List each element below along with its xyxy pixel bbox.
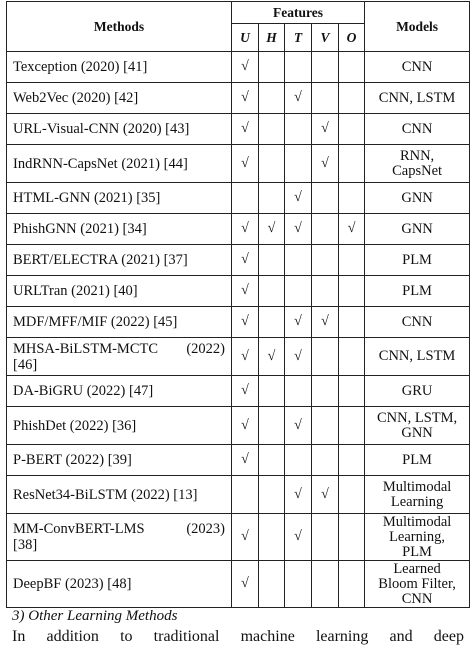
method-line: PhishDet (2022) [36]	[13, 417, 137, 434]
feature-h-cell	[259, 114, 285, 145]
feature-u-cell: √	[232, 52, 259, 83]
table-row	[7, 514, 470, 561]
method-cell	[7, 476, 232, 514]
feature-t-cell: √	[285, 214, 312, 245]
method-line: DA-BiGRU (2022) [47]	[13, 383, 154, 399]
model-line: CNN	[401, 58, 433, 75]
feature-h-cell: √	[259, 338, 285, 376]
feature-h-cell: √	[259, 214, 285, 245]
method-cell	[7, 52, 232, 83]
feature-o-cell	[339, 145, 365, 183]
feature-u-cell: √	[232, 561, 259, 608]
feature-t-cell: √	[285, 407, 312, 445]
feature-h-cell	[259, 445, 285, 476]
model-line: RNN,	[399, 147, 435, 164]
model-line: CapsNet	[392, 162, 443, 179]
feature-v-cell	[312, 276, 339, 307]
feature-t-cell	[285, 52, 312, 83]
method-cell	[7, 445, 232, 476]
model-cell	[365, 514, 470, 561]
feature-h-cell	[259, 476, 285, 514]
feature-h-cell	[259, 376, 285, 407]
model-line: CNN	[401, 120, 433, 137]
method-cell	[7, 276, 232, 307]
header-features: Features	[232, 2, 365, 24]
table-row	[7, 83, 470, 114]
model-cell	[365, 83, 470, 114]
feature-h-cell	[259, 83, 285, 114]
method-cell	[7, 83, 232, 114]
feature-u-cell: √	[232, 245, 259, 276]
method-cell	[7, 514, 232, 561]
model-line: GNN	[401, 424, 433, 441]
table-row	[7, 183, 470, 214]
method-line: BERT/ELECTRA (2021) [37]	[13, 252, 188, 268]
feature-u-cell: √	[232, 338, 259, 376]
feature-v-cell: √	[312, 307, 339, 338]
table-body	[7, 52, 470, 608]
feature-o-cell	[339, 445, 365, 476]
feature-u-cell: √	[232, 114, 259, 145]
header-feature-u: U	[232, 24, 259, 52]
model-cell	[365, 214, 470, 245]
method-line: IndRNN-CapsNet (2021) [44]	[13, 155, 188, 172]
method-line: HTML-GNN (2021) [35]	[13, 190, 161, 206]
table-row	[7, 338, 470, 376]
method-line: MHSA-BiLSTM-MCTC (2022)	[13, 340, 225, 357]
model-line: PLM	[402, 251, 432, 268]
feature-v-cell	[312, 561, 339, 608]
table-row	[7, 214, 470, 245]
feature-v-cell	[312, 83, 339, 114]
method-line: URLTran (2021) [40]	[13, 283, 138, 299]
model-line: PLM	[402, 451, 432, 468]
feature-o-cell	[339, 376, 365, 407]
feature-o-cell	[339, 114, 365, 145]
feature-o-cell	[339, 183, 365, 214]
model-line: GNN	[401, 220, 433, 237]
table-row	[7, 245, 470, 276]
feature-t-cell	[285, 561, 312, 608]
feature-o-cell	[339, 52, 365, 83]
method-cell	[7, 183, 232, 214]
feature-t-cell	[285, 114, 312, 145]
model-cell	[365, 145, 470, 183]
feature-u-cell	[232, 183, 259, 214]
feature-v-cell: √	[312, 114, 339, 145]
model-cell	[365, 307, 470, 338]
table-row	[7, 407, 470, 445]
feature-u-cell: √	[232, 83, 259, 114]
header-methods: Methods	[7, 2, 232, 52]
method-line: P-BERT (2022) [39]	[13, 452, 132, 468]
feature-o-cell	[339, 83, 365, 114]
feature-v-cell	[312, 445, 339, 476]
feature-o-cell	[339, 561, 365, 608]
method-cell	[7, 307, 232, 338]
header-feature-h: H	[259, 24, 285, 52]
feature-o-cell	[339, 514, 365, 561]
method-cell	[7, 338, 232, 376]
feature-v-cell: √	[312, 145, 339, 183]
method-cell	[7, 145, 232, 183]
feature-u-cell: √	[232, 145, 259, 183]
feature-u-cell: √	[232, 376, 259, 407]
feature-h-cell	[259, 145, 285, 183]
method-line: URL-Visual-CNN (2020) [43]	[13, 121, 190, 137]
model-cell	[365, 183, 470, 214]
feature-t-cell: √	[285, 514, 312, 561]
model-cell	[365, 276, 470, 307]
model-cell	[365, 52, 470, 83]
feature-u-cell: √	[232, 514, 259, 561]
feature-t-cell	[285, 145, 312, 183]
feature-o-cell	[339, 307, 365, 338]
feature-h-cell	[259, 52, 285, 83]
method-line: PhishGNN (2021) [34]	[13, 221, 147, 237]
model-line: Multimodal	[382, 513, 452, 530]
feature-t-cell	[285, 445, 312, 476]
method-cell	[7, 245, 232, 276]
model-cell	[365, 114, 470, 145]
feature-t-cell	[285, 376, 312, 407]
feature-t-cell: √	[285, 476, 312, 514]
feature-t-cell	[285, 245, 312, 276]
model-line: GRU	[401, 382, 433, 399]
feature-o-cell: √	[339, 214, 365, 245]
model-line: Multimodal	[382, 478, 452, 495]
feature-u-cell: √	[232, 307, 259, 338]
feature-h-cell	[259, 245, 285, 276]
method-line: MDF/MFF/MIF (2022) [45]	[13, 314, 178, 330]
method-cell	[7, 561, 232, 608]
model-cell	[365, 376, 470, 407]
model-line: Learning,	[389, 528, 446, 545]
feature-o-cell	[339, 338, 365, 376]
model-line: Learning	[390, 493, 444, 510]
feature-v-cell	[312, 338, 339, 376]
table-row	[7, 476, 470, 514]
method-line: DeepBF (2023) [48]	[13, 576, 132, 592]
header-feature-v: V	[312, 24, 339, 52]
table-row	[7, 445, 470, 476]
method-cell	[7, 407, 232, 445]
feature-h-cell	[259, 514, 285, 561]
model-line: CNN, LSTM	[378, 89, 456, 106]
paragraph-line: In addition to traditional machine learning and deep	[12, 628, 464, 645]
feature-v-cell	[312, 52, 339, 83]
table-row	[7, 376, 470, 407]
table-row	[7, 145, 470, 183]
model-cell	[365, 445, 470, 476]
feature-h-cell	[259, 183, 285, 214]
model-line: CNN	[401, 313, 433, 330]
model-line: Bloom Filter,	[378, 575, 456, 592]
feature-u-cell	[232, 476, 259, 514]
model-line: Learned	[393, 560, 441, 577]
feature-t-cell: √	[285, 83, 312, 114]
table-row	[7, 276, 470, 307]
model-cell	[365, 245, 470, 276]
feature-o-cell	[339, 407, 365, 445]
feature-v-cell	[312, 376, 339, 407]
method-cell	[7, 114, 232, 145]
feature-h-cell	[259, 561, 285, 608]
feature-t-cell: √	[285, 183, 312, 214]
feature-u-cell: √	[232, 445, 259, 476]
feature-v-cell	[312, 214, 339, 245]
feature-t-cell: √	[285, 338, 312, 376]
method-cell	[7, 214, 232, 245]
method-line: [46]	[13, 356, 38, 373]
model-line: CNN, LSTM,	[376, 409, 458, 426]
feature-u-cell: √	[232, 276, 259, 307]
header-feature-o: O	[339, 24, 365, 52]
feature-v-cell	[312, 514, 339, 561]
feature-u-cell: √	[232, 407, 259, 445]
header-feature-t: T	[285, 24, 312, 52]
feature-h-cell	[259, 276, 285, 307]
table-row	[7, 561, 470, 608]
feature-u-cell: √	[232, 214, 259, 245]
feature-o-cell	[339, 245, 365, 276]
method-line: Texception (2020) [41]	[13, 59, 148, 75]
feature-h-cell	[259, 407, 285, 445]
model-line: PLM	[402, 282, 432, 299]
model-line: GNN	[401, 189, 433, 206]
method-line: MM-ConvBERT-LMS (2023)	[13, 521, 225, 537]
model-cell	[365, 407, 470, 445]
feature-t-cell: √	[285, 307, 312, 338]
feature-v-cell	[312, 245, 339, 276]
model-cell	[365, 476, 470, 514]
feature-v-cell	[312, 183, 339, 214]
feature-o-cell	[339, 276, 365, 307]
method-line: [38]	[13, 537, 38, 553]
method-line: ResNet34-BiLSTM (2022) [13]	[13, 486, 198, 503]
table-row	[7, 307, 470, 338]
model-line: CNN, LSTM	[378, 348, 456, 364]
method-cell	[7, 376, 232, 407]
table-row	[7, 52, 470, 83]
feature-v-cell: √	[312, 476, 339, 514]
feature-o-cell	[339, 476, 365, 514]
methods-table	[6, 1, 470, 608]
feature-h-cell	[259, 307, 285, 338]
method-line: Web2Vec (2020) [42]	[13, 90, 139, 106]
header-models: Models	[365, 2, 470, 52]
table-row	[7, 114, 470, 145]
section-heading: 3) Other Learning Methods	[12, 608, 178, 624]
feature-v-cell	[312, 407, 339, 445]
model-cell	[365, 338, 470, 376]
model-line: CNN	[401, 590, 433, 607]
feature-t-cell	[285, 276, 312, 307]
model-cell	[365, 561, 470, 608]
model-line: PLM	[402, 543, 432, 560]
